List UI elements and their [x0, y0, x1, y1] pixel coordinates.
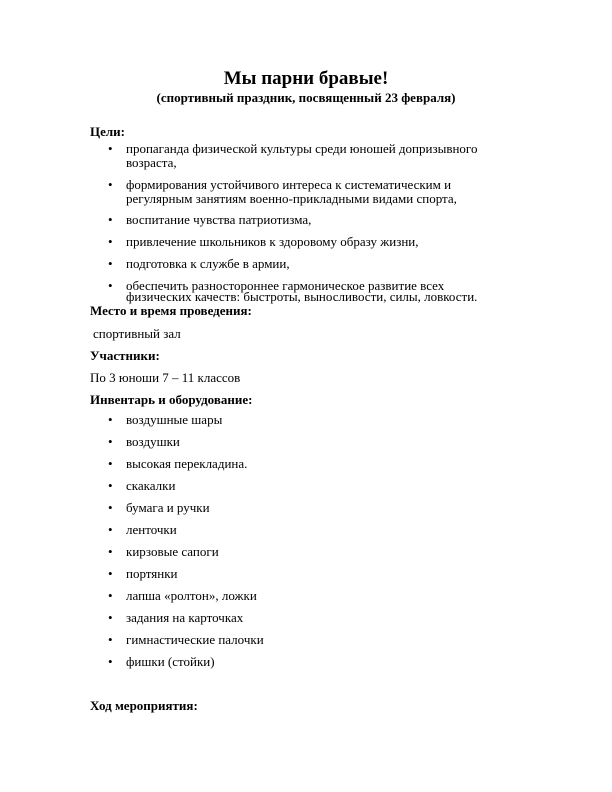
- equipment-item: воздушки: [126, 434, 180, 449]
- equipment-item: скакалки: [126, 478, 176, 493]
- bullet-marker: •: [108, 141, 113, 156]
- bullet-marker: •: [108, 522, 113, 537]
- equipment-item: бумага и ручки: [126, 500, 210, 515]
- equipment-item: задания на карточках: [126, 610, 244, 625]
- bullet-marker: •: [108, 566, 113, 581]
- equipment-item: ленточки: [126, 522, 177, 537]
- goal-item-6-line-2: физических качеств: быстроты, выносливости, силы, ловкости.: [126, 289, 478, 304]
- bullet-marker: •: [108, 478, 113, 493]
- bullet-marker: •: [108, 588, 113, 603]
- goal-item-4: привлечение школьников к здоровому образу жизни,: [126, 234, 419, 249]
- bullet-marker: •: [108, 177, 113, 192]
- goal-item-2-line-1: формирования устойчивого интереса к систематическим и: [126, 177, 452, 192]
- place-value: спортивный зал: [93, 326, 181, 341]
- equipment-item: воздушные шары: [126, 412, 223, 427]
- goal-item-5: подготовка к службе в армии,: [126, 256, 290, 271]
- place-heading: Место и время проведения:: [90, 303, 252, 318]
- participants-heading: Участники:: [90, 348, 160, 363]
- bullet-marker: •: [108, 412, 113, 427]
- equipment-item: высокая перекладина.: [126, 456, 248, 471]
- bullet-marker: •: [108, 278, 113, 293]
- bullet-marker: •: [108, 654, 113, 669]
- page-subtitle: (спортивный праздник, посвященный 23 февраля): [156, 90, 456, 105]
- equipment-heading: Инвентарь и оборудование:: [90, 392, 253, 407]
- bullet-marker: •: [108, 500, 113, 515]
- goal-item-2-line-2: регулярным занятиям военно-прикладными видами спорта,: [126, 191, 457, 206]
- goal-item-1-line-2: возраста,: [126, 155, 177, 170]
- goal-item-3: воспитание чувства патриотизма,: [126, 212, 312, 227]
- bullet-marker: •: [108, 256, 113, 271]
- bullet-marker: •: [108, 234, 113, 249]
- progress-heading: Ход мероприятия:: [90, 698, 198, 713]
- bullet-marker: •: [108, 212, 113, 227]
- bullet-marker: •: [108, 610, 113, 625]
- goals-heading: Цели:: [90, 124, 125, 139]
- bullet-marker: •: [108, 434, 113, 449]
- goal-item-1-line-1: пропаганда физической культуры среди юношей допризывного: [126, 141, 478, 156]
- equipment-item: кирзовые сапоги: [126, 544, 219, 559]
- bullet-marker: •: [108, 456, 113, 471]
- page-title: Мы парни бравые!: [223, 68, 389, 89]
- equipment-item: гимнастические палочки: [126, 632, 264, 647]
- participants-value: По 3 юноши 7 – 11 классов: [90, 370, 241, 385]
- goal-item-6-line-1: обеспечить разностороннее гармоническое развитие всех: [126, 278, 445, 293]
- equipment-item: портянки: [126, 566, 178, 581]
- equipment-item: фишки (стойки): [126, 654, 215, 669]
- equipment-item: лапша «ролтон», ложки: [126, 588, 257, 603]
- bullet-marker: •: [108, 632, 113, 647]
- bullet-marker: •: [108, 544, 113, 559]
